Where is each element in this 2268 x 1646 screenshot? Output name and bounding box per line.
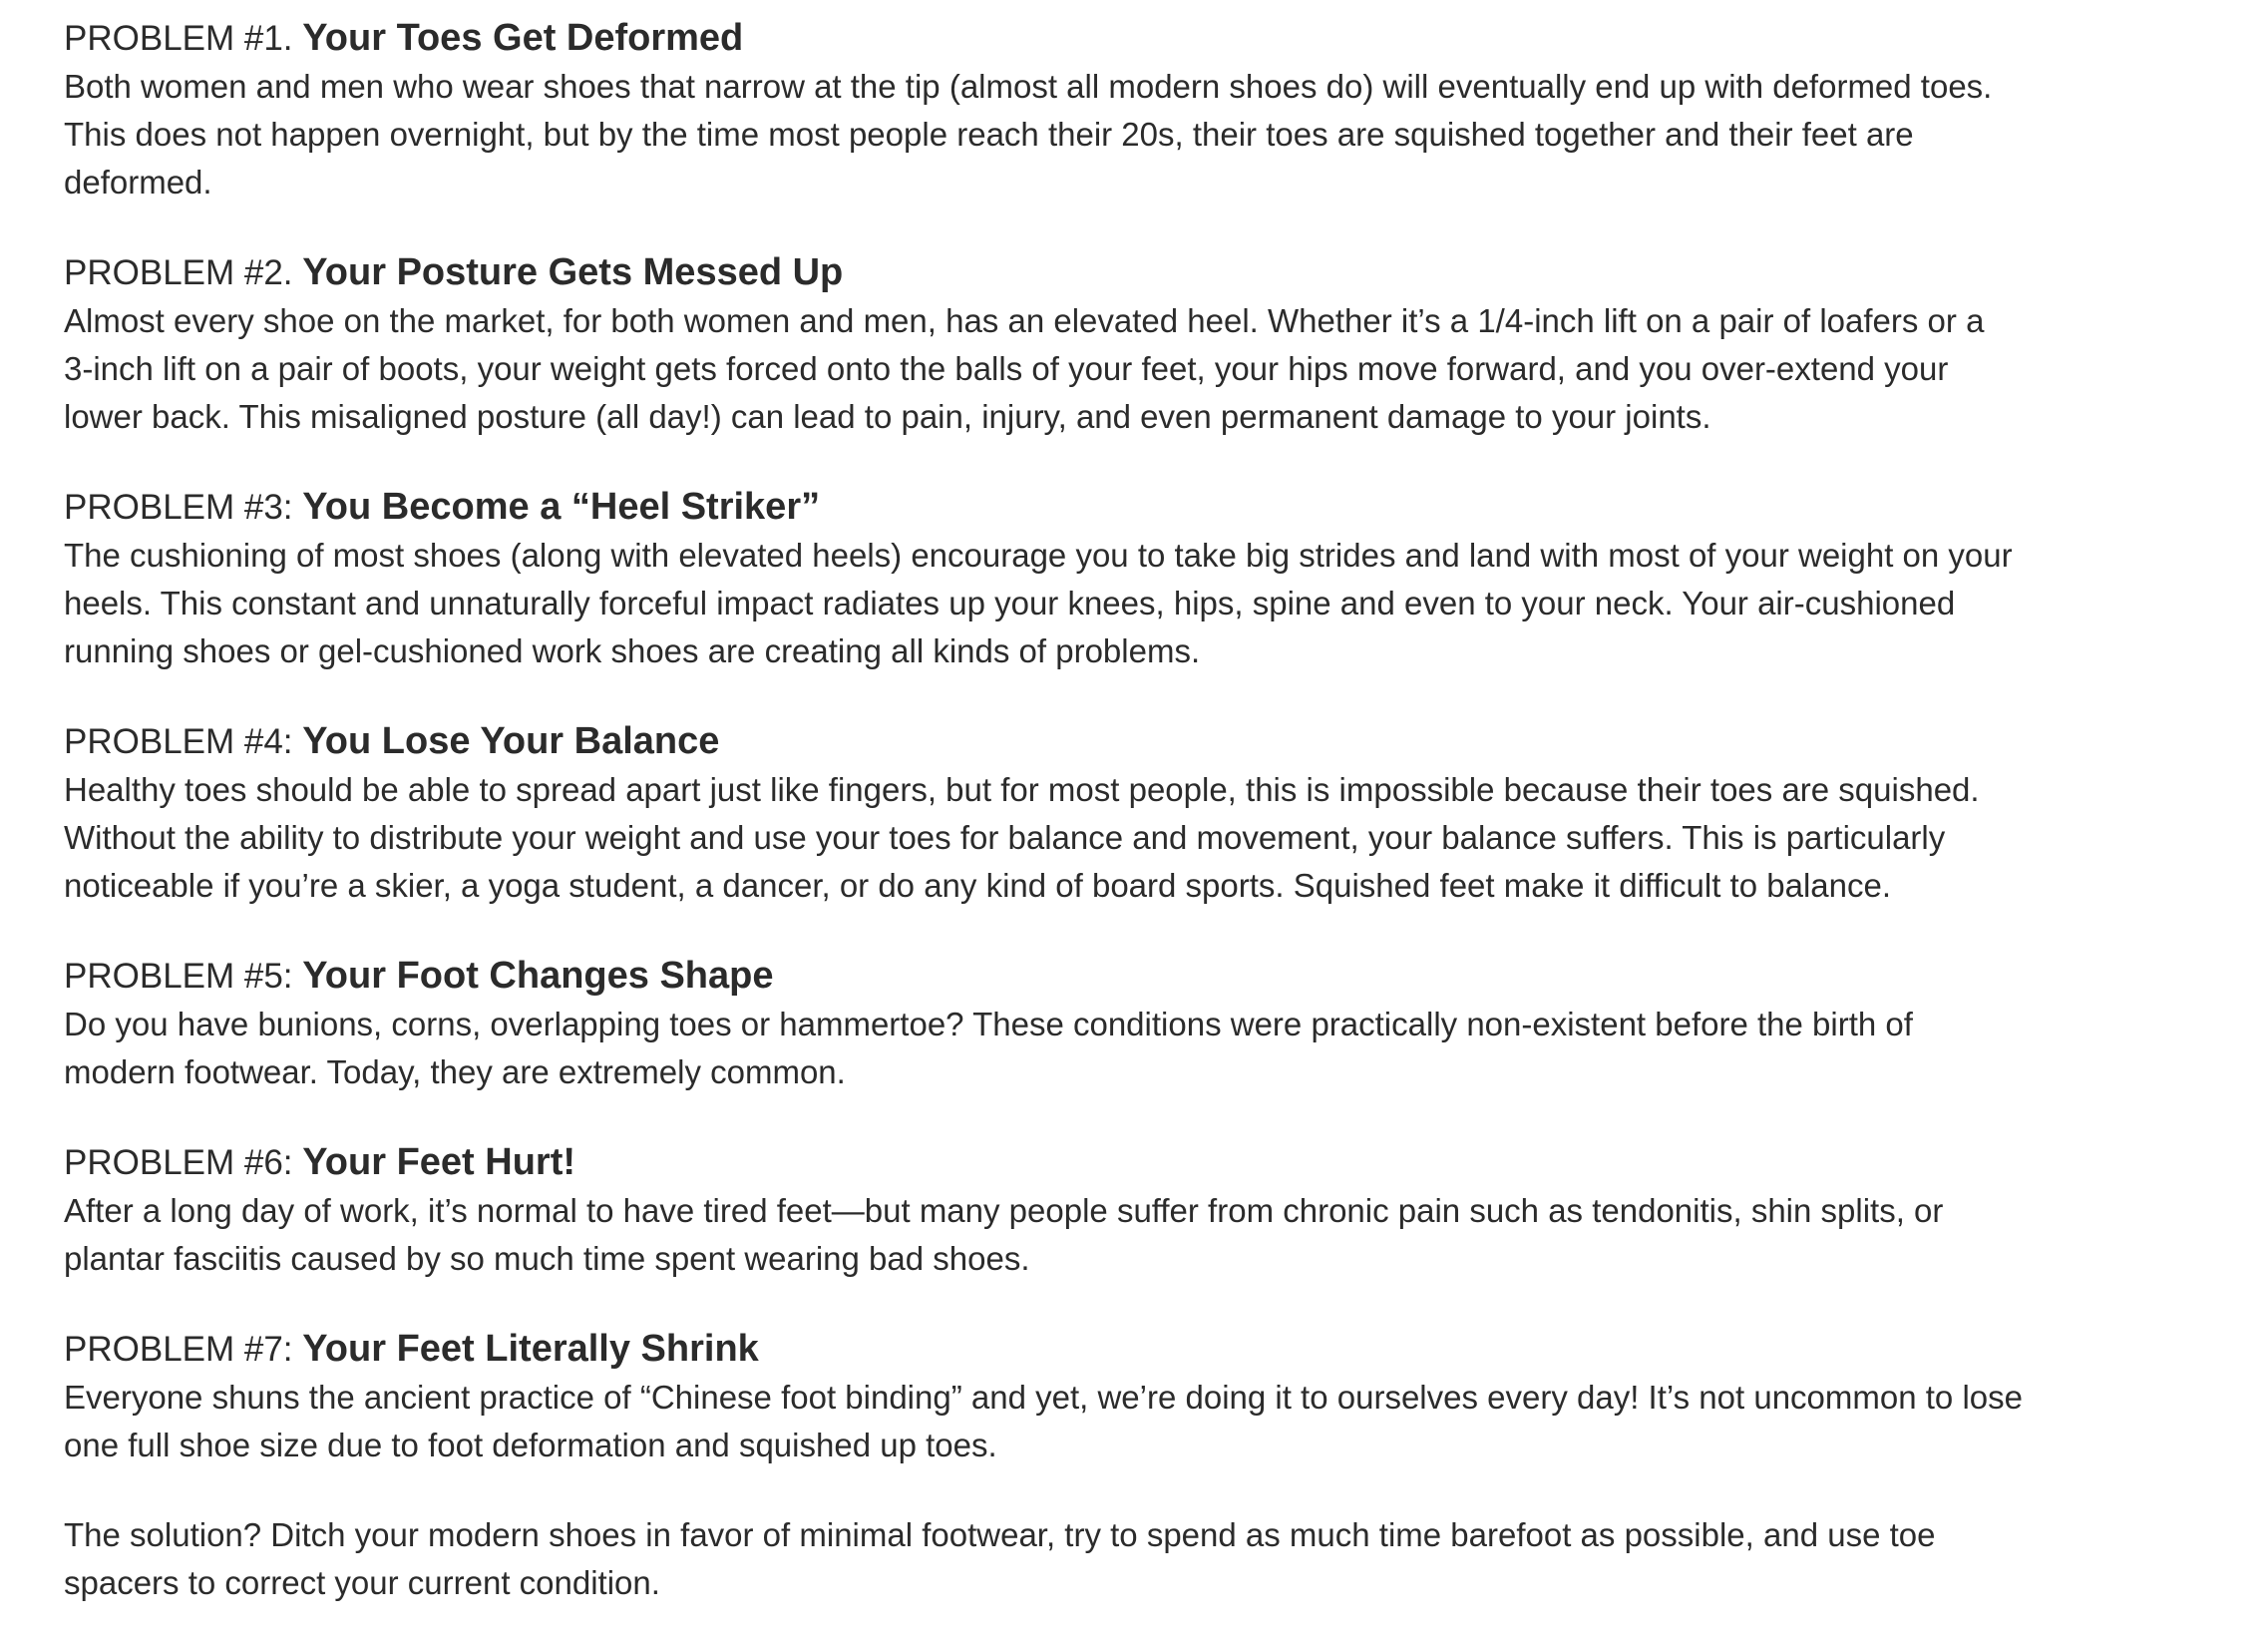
problem-body (64, 766, 2098, 910)
problem-body (64, 1187, 2098, 1283)
body-line: Without the ability to distribute your weight and use your toes for balance and movement, your balance suffers. This is particularly (64, 819, 1946, 856)
problem-body (64, 63, 2098, 206)
problem-body (64, 1001, 2098, 1096)
problem-title: Your Foot Changes Shape (302, 955, 774, 997)
problem-heading (64, 1325, 2098, 1374)
problem-heading (64, 483, 2098, 532)
body-line: lower back. This misaligned posture (all day!) can lead to pain, injury, and even permanent damage to your joints. (64, 398, 1711, 435)
problem-title: Your Feet Literally Shrink (302, 1328, 759, 1370)
problem-heading (64, 952, 2098, 1001)
problem-body (64, 532, 2098, 675)
problem-title: Your Feet Hurt! (302, 1141, 576, 1183)
body-line: deformed. (64, 164, 212, 201)
problem-heading (64, 717, 2098, 766)
solution-paragraph (64, 1511, 2098, 1607)
problem-number: PROBLEM #4: (64, 722, 293, 761)
body-line: 3-inch lift on a pair of boots, your weight gets forced onto the balls of your feet, your hips move forward, and you over-extend your (64, 350, 1949, 387)
body-line: running shoes or gel-cushioned work shoes are creating all kinds of problems. (64, 632, 1201, 669)
problem-7 (64, 1325, 2098, 1469)
problem-6 (64, 1138, 2098, 1283)
problem-title: Your Toes Get Deformed (302, 17, 744, 59)
body-line: one full shoe size due to foot deformation and squished up toes. (64, 1427, 997, 1463)
body-line: Do you have bunions, corns, overlapping toes or hammertoe? These conditions were practically non-existent before the birth of (64, 1006, 1913, 1042)
body-line: The cushioning of most shoes (along with elevated heels) encourage you to take big strides and land with most of your weight on your (64, 537, 2013, 574)
problem-heading (64, 1138, 2098, 1187)
problem-number: PROBLEM #1. (64, 19, 293, 58)
problem-4 (64, 717, 2098, 910)
problem-3 (64, 483, 2098, 675)
problem-body (64, 1374, 2098, 1469)
body-line: heels. This constant and unnaturally forceful impact radiates up your knees, hips, spine and even to your neck. Your air-cushioned (64, 585, 1956, 621)
body-line: The solution? Ditch your modern shoes in favor of minimal footwear, try to spend as much time barefoot as possible, and use toe (64, 1516, 1936, 1553)
problem-number: PROBLEM #7: (64, 1330, 293, 1369)
problem-number: PROBLEM #5: (64, 957, 293, 996)
body-line: modern footwear. Today, they are extremely common. (64, 1053, 846, 1090)
problem-heading (64, 14, 2098, 63)
problem-body (64, 297, 2098, 441)
body-line: Both women and men who wear shoes that narrow at the tip (almost all modern shoes do) will eventually end up with deformed toes. (64, 68, 1993, 105)
body-line: Healthy toes should be able to spread apart just like fingers, but for most people, this is impossible because their toes are squished. (64, 771, 1980, 808)
problem-2 (64, 248, 2098, 441)
body-line: This does not happen overnight, but by the time most people reach their 20s, their toes are squished together and their feet are (64, 116, 1914, 153)
problem-title: You Become a “Heel Striker” (302, 486, 821, 528)
article (64, 14, 2098, 1607)
problem-5 (64, 952, 2098, 1096)
body-line: spacers to correct your current condition. (64, 1564, 660, 1601)
body-line: After a long day of work, it’s normal to have tired feet—but many people suffer from chronic pain such as tendonitis, shin splits, or (64, 1192, 1944, 1229)
problem-number: PROBLEM #3: (64, 488, 293, 527)
problem-title: You Lose Your Balance (302, 720, 720, 762)
problem-number: PROBLEM #2. (64, 253, 293, 292)
body-line: noticeable if you’re a skier, a yoga student, a dancer, or do any kind of board sports. Squished feet make it difficult to balance. (64, 867, 1891, 904)
problem-heading (64, 248, 2098, 297)
problem-1 (64, 14, 2098, 206)
body-line: plantar fasciitis caused by so much time spent wearing bad shoes. (64, 1240, 1030, 1277)
problem-number: PROBLEM #6: (64, 1143, 293, 1182)
problem-title: Your Posture Gets Messed Up (302, 251, 844, 293)
body-line: Almost every shoe on the market, for both women and men, has an elevated heel. Whether it’s a 1/4-inch lift on a pair of loafers or a (64, 302, 1985, 339)
body-line: Everyone shuns the ancient practice of “Chinese foot binding” and yet, we’re doing it to ourselves every day! It’s not uncommon to lose (64, 1379, 2023, 1416)
